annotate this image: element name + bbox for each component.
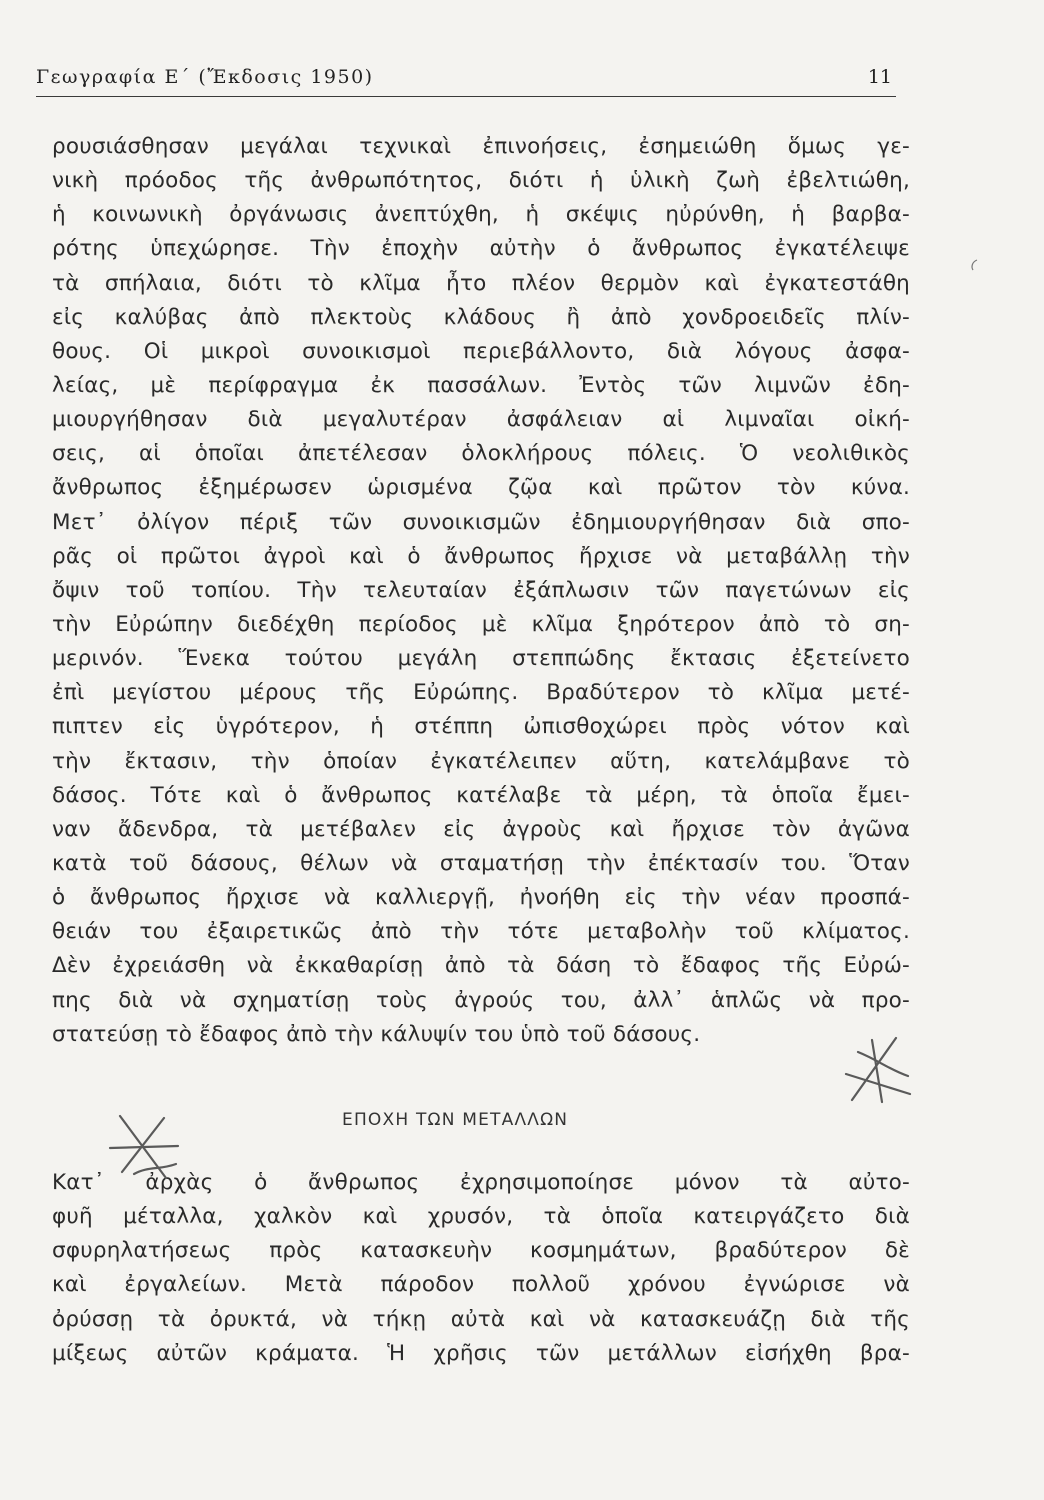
text-line: εἰς καλύβας ἀπὸ πλεκτοὺς κλάδους ἢ ἀπὸ χονδροειδεῖς πλίν- bbox=[52, 304, 910, 330]
text-line: θους. Οἱ μικροὶ συνοικισμοὶ περιεβάλλοντο, διὰ λόγους ἀσφα- bbox=[52, 338, 910, 364]
text-line: λείας, μὲ περίφραγμα ἐκ πασσάλων. Ἐντὸς τῶν λιμνῶν ἐδη- bbox=[52, 372, 910, 398]
text-line: πης διὰ νὰ σχηματίσῃ τοὺς ἀγρούς του, ἀλλ᾿ ἁπλῶς νὰ προ- bbox=[52, 987, 910, 1013]
text-line: Δὲν ἐχρειάσθη νὰ ἐκκαθαρίσῃ ἀπὸ τὰ δάση τὸ ἔδαφος τῆς Εὐρώ- bbox=[52, 953, 910, 979]
text-line: ὄψιν τοῦ τοπίου. Τὴν τελευταίαν ἐξάπλωσιν τῶν παγετώνων εἰς bbox=[52, 577, 910, 603]
text-line: ρότης ὑπεχώρησε. Τὴν ἐποχὴν αὐτὴν ὁ ἄνθρωπος ἐγκατέλειψε bbox=[52, 236, 910, 262]
text-line: ἡ κοινωνικὴ ὀργάνωσις ἀνεπτύχθη, ἡ σκέψις ηὐρύνθη, ἡ βαρβα- bbox=[52, 202, 910, 228]
text-line: σφυρηλατήσεως πρὸς κατασκευὴν κοσμημάτων, βραδύτερον δὲ bbox=[52, 1238, 910, 1264]
text-line: ναν ἄδενδρα, τὰ μετέβαλεν εἰς ἀγροὺς καὶ ἤρχισε τὸν ἀγῶνα bbox=[52, 816, 910, 842]
text-line: τὴν Εὐρώπην διεδέχθη περίοδος μὲ κλῖμα ξηρότερον ἀπὸ τὸ ση- bbox=[52, 611, 910, 637]
running-title: Γεωγραφία Ε΄ (Ἔκδοσις 1950) bbox=[36, 66, 374, 88]
text-line: καὶ ἐργαλείων. Μετὰ πάροδον πολλοῦ χρόνου ἐγνώρισε νὰ bbox=[52, 1272, 910, 1298]
text-line: ρουσιάσθησαν μεγάλαι τεχνικαὶ ἐπινοήσεις, ἐσημειώθη ὅμως γε- bbox=[52, 134, 910, 159]
text-line: μιουργήθησαν διὰ μεγαλυτέραν ἀσφάλειαν αἱ λιμναῖαι οἰκή- bbox=[52, 407, 910, 433]
text-line: σεις, αἱ ὁποῖαι ἀπετέλεσαν ὁλοκλήρους πόλεις. Ὁ νεολιθικὸς bbox=[52, 441, 910, 467]
text-line: Κατ᾿ ἀρχὰς ὁ ἄνθρωπος ἐχρησιμοποίησε μόνον τὰ αὐτο- bbox=[52, 1170, 910, 1195]
text-line: στατεύσῃ τὸ ἔδαφος ἀπὸ τὴν κάλυψίν του ὑπὸ τοῦ δάσους. bbox=[52, 1021, 701, 1047]
text-line: πιπτεν εἰς ὑγρότερον, ἡ στέππη ὠπισθοχώρει πρὸς νότον καὶ bbox=[52, 714, 910, 740]
text-line: ἐπὶ μεγίστου μέρους τῆς Εὐρώπης. Βραδύτερον τὸ κλῖμα μετέ- bbox=[52, 680, 910, 706]
text-line: ὁ ἄνθρωπος ἤρχισε νὰ καλλιεργῇ, ἠνοήθη εἰς τὴν νέαν προσπά- bbox=[52, 885, 910, 911]
text-line: τὴν ἔκτασιν, τὴν ὁποίαν ἐγκατέλειπεν αὕτη, κατελάμβανε τὸ bbox=[52, 748, 910, 774]
text-line: θειάν του ἐξαιρετικῶς ἀπὸ τὴν τότε μεταβολὴν τοῦ κλίματος. bbox=[52, 919, 910, 945]
text-line: μερινόν. Ἕνεκα τούτου μεγάλη στεππώδης ἔκτασις ἐξετείνετο bbox=[52, 646, 910, 672]
page-header bbox=[36, 66, 896, 97]
tick-icon bbox=[968, 258, 980, 272]
text-line: ρᾶς οἱ πρῶτοι ἀγροὶ καὶ ὁ ἄνθρωπος ἤρχισε νὰ μεταβάλλῃ τὴν bbox=[52, 543, 910, 569]
stray-pencil-mark bbox=[968, 258, 980, 276]
text-line: νικὴ πρόοδος τῆς ἀνθρωπότητος, διότι ἡ ὑλικὴ ζωὴ ἐβελτιώθη, bbox=[52, 168, 910, 194]
paragraph-metals bbox=[52, 1166, 910, 1371]
paragraph-neolithic bbox=[52, 130, 910, 1052]
text-line: μίξεως αὐτῶν κράματα. Ἡ χρῆσις τῶν μετάλλων εἰσήχθη βρα- bbox=[52, 1340, 910, 1366]
page-number: 11 bbox=[867, 66, 892, 88]
text-line: ἄνθρωπος ἐξημέρωσεν ὡρισμένα ζῷα καὶ πρῶτον τὸν κύνα. bbox=[52, 475, 910, 501]
text-line: δάσος. Τότε καὶ ὁ ἄνθρωπος κατέλαβε τὰ μέρη, τὰ ὁποῖα ἔμει- bbox=[52, 782, 910, 808]
text-line: τὰ σπήλαια, διότι τὸ κλῖμα ἦτο πλέον θερμὸν καὶ ἐγκατεστάθη bbox=[52, 270, 910, 296]
text-line: Μετ᾿ ὀλίγον πέριξ τῶν συνοικισμῶν ἐδημιουργήθησαν διὰ σπο- bbox=[52, 509, 910, 535]
text-line: ὀρύσσῃ τὰ ὀρυκτά, νὰ τήκῃ αὐτὰ καὶ νὰ κατασκευάζῃ διὰ τῆς bbox=[52, 1306, 910, 1332]
section-heading: ΕΠΟΧΗ ΤΩΝ ΜΕΤΑΛΛΩΝ bbox=[342, 1110, 569, 1130]
text-line: φυῆ μέταλλα, χαλκὸν καὶ χρυσόν, τὰ ὁποῖα κατειργάζετο διὰ bbox=[52, 1204, 910, 1230]
text-line: κατὰ τοῦ δάσους, θέλων νὰ σταματήσῃ τὴν ἐπέκτασίν του. Ὅταν bbox=[52, 850, 910, 876]
